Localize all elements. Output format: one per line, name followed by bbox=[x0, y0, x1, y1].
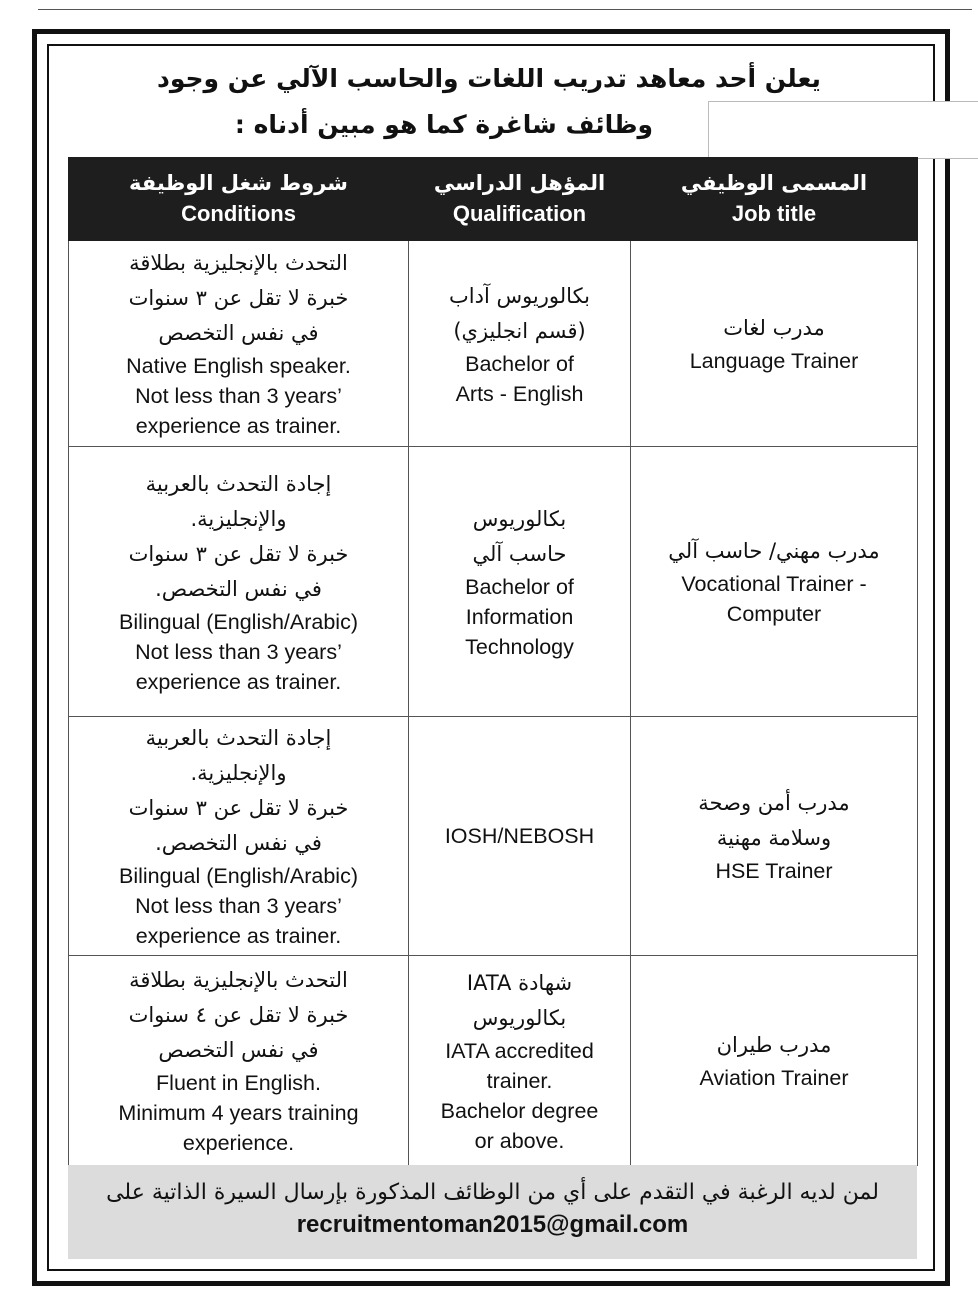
qualification-ar-line: شهادة IATA bbox=[466, 970, 573, 995]
header-conditions bbox=[69, 158, 409, 241]
header-qualification-ar: المؤهل الدراسي bbox=[433, 171, 606, 195]
header-job-title-ar: المسمى الوظيفي bbox=[680, 171, 868, 195]
jobs-table bbox=[68, 157, 918, 1166]
conditions-en-line: experience as trainer. bbox=[135, 669, 342, 694]
conditions-en-line: Minimum 4 years training bbox=[118, 1101, 359, 1125]
qualification-en-line: Bachelor of bbox=[465, 574, 574, 599]
cell-conditions bbox=[69, 241, 409, 447]
header-job-title bbox=[631, 158, 918, 241]
table-header-row bbox=[69, 158, 918, 241]
table-row bbox=[69, 447, 918, 717]
conditions-en-line: experience. bbox=[182, 1131, 295, 1155]
conditions-en-line: experience as trainer. bbox=[135, 924, 342, 948]
conditions-ar-line: خبرة لا تقل عن ٣ سنوات bbox=[128, 286, 349, 310]
job-ar-line: وسلامة مهنية bbox=[716, 826, 832, 850]
conditions-en-line: Bilingual (English/Arabic) bbox=[119, 609, 358, 634]
cell-qualification bbox=[409, 447, 631, 717]
conditions-en-line: experience as trainer. bbox=[135, 414, 342, 438]
table-body bbox=[69, 241, 918, 1166]
cell-qualification bbox=[409, 241, 631, 447]
cell-qualification bbox=[409, 956, 631, 1166]
qualification-en-line: Arts - English bbox=[455, 381, 584, 406]
header-job-title-en: Job title bbox=[731, 201, 817, 226]
header-qualification-en: Qualification bbox=[452, 201, 587, 226]
qualification-ar-line: بكالوريوس bbox=[472, 1005, 567, 1030]
table-row bbox=[69, 241, 918, 447]
job-ar-line: مدرب لغات bbox=[723, 316, 825, 340]
cell-conditions bbox=[69, 956, 409, 1166]
side-blank-box bbox=[708, 101, 978, 159]
qualification-en-line: trainer. bbox=[486, 1068, 553, 1093]
cell-qualification bbox=[409, 717, 631, 956]
cell-conditions bbox=[69, 447, 409, 717]
job-en-line: Vocational Trainer - bbox=[681, 572, 867, 596]
job-en-line: Computer bbox=[726, 602, 822, 626]
conditions-ar-line: في نفس التخصص. bbox=[155, 831, 322, 855]
header-conditions-ar: شروط شغل الوظيفة bbox=[129, 171, 348, 195]
qualification-en-line: Technology bbox=[465, 634, 574, 659]
qualification-en-line: IOSH/NEBOSH bbox=[444, 824, 595, 848]
conditions-ar-line: خبرة لا تقل عن ٤ سنوات bbox=[128, 1003, 349, 1027]
header-conditions-en: Conditions bbox=[181, 201, 296, 226]
conditions-ar-line: إجادة التحدث بالعربية bbox=[145, 726, 332, 750]
qualification-en-line: Information bbox=[465, 604, 574, 629]
header-qualification bbox=[409, 158, 631, 241]
contact-email[interactable]: recruitmentoman2015@gmail.com bbox=[296, 1211, 689, 1238]
conditions-ar-line: والإنجليزية. bbox=[190, 761, 287, 785]
announcement-line-1: يعلن أحد معاهد تدريب اللغات والحاسب الآلي عن وجود bbox=[157, 64, 821, 93]
qualification-ar-line: بكالوريوس bbox=[472, 506, 567, 531]
qualification-en-line: IATA accredited bbox=[445, 1038, 594, 1063]
top-rule bbox=[38, 9, 972, 10]
announcement-line-2: وظائف شاغرة كما هو مبين أدناه : bbox=[234, 110, 654, 139]
footer-apply-text: لمن لديه الرغبة في التقدم على أي من الوظائف المذكورة بإرسال السيرة الذاتية على bbox=[106, 1180, 879, 1205]
cell-job bbox=[631, 717, 918, 956]
conditions-en-line: Native English speaker. bbox=[126, 354, 351, 378]
job-ar-line: مدرب طيران bbox=[716, 1033, 832, 1057]
table-row bbox=[69, 717, 918, 956]
qualification-ar-line: بكالوريوس آداب bbox=[448, 283, 591, 308]
qualification-en-line: or above. bbox=[474, 1128, 565, 1153]
conditions-en-line: Fluent in English. bbox=[156, 1071, 321, 1095]
conditions-ar-line: إجادة التحدث بالعربية bbox=[145, 471, 332, 496]
table-row bbox=[69, 956, 918, 1166]
conditions-ar-line: التحدث بالإنجليزية بطلاقة bbox=[129, 251, 348, 275]
conditions-ar-line: والإنجليزية. bbox=[190, 506, 287, 531]
cell-job bbox=[631, 956, 918, 1166]
job-ar-line: مدرب مهني/ حاسب آلي bbox=[668, 539, 880, 563]
job-en-line: Language Trainer bbox=[689, 349, 859, 373]
cell-job bbox=[631, 241, 918, 447]
conditions-en-line: Not less than 3 years’ bbox=[135, 384, 342, 408]
conditions-ar-line: التحدث بالإنجليزية بطلاقة bbox=[129, 968, 348, 992]
conditions-en-line: Not less than 3 years’ bbox=[135, 639, 342, 664]
job-en-line: HSE Trainer bbox=[715, 859, 833, 883]
qualification-en-line: Bachelor degree bbox=[440, 1098, 599, 1123]
conditions-ar-line: خبرة لا تقل عن ٣ سنوات bbox=[128, 541, 349, 566]
conditions-en-line: Bilingual (English/Arabic) bbox=[119, 864, 358, 888]
conditions-ar-line: في نفس التخصص bbox=[158, 321, 319, 345]
conditions-ar-line: خبرة لا تقل عن ٣ سنوات bbox=[128, 796, 349, 820]
job-ar-line: مدرب أمن وصحة bbox=[698, 791, 850, 815]
cell-job bbox=[631, 447, 918, 717]
conditions-en-line: Not less than 3 years’ bbox=[135, 894, 342, 918]
qualification-ar-line: حاسب آلي bbox=[472, 541, 567, 566]
conditions-ar-line: في نفس التخصص. bbox=[155, 576, 322, 601]
cell-conditions bbox=[69, 717, 409, 956]
footer-apply-box bbox=[68, 1165, 917, 1259]
job-en-line: Aviation Trainer bbox=[699, 1066, 849, 1090]
qualification-en-line: Bachelor of bbox=[465, 351, 574, 376]
conditions-ar-line: في نفس التخصص bbox=[158, 1038, 319, 1062]
qualification-ar-line: (قسم انجليزي) bbox=[453, 318, 586, 343]
